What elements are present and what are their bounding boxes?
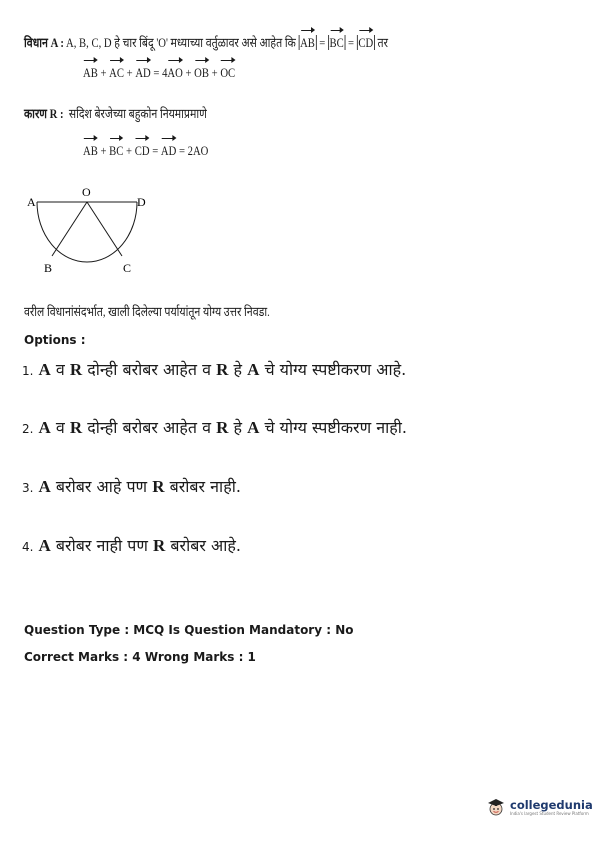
option-text: A बरोबर नाही पण R बरोबर आहे.: [38, 536, 241, 555]
equals-two-ao: = 2AO: [178, 143, 209, 158]
statement-text: A, B, C, D हे चार बिंदू 'O' मध्याच्या वर्तुळावर असे आहेत कि: [66, 35, 296, 50]
vector-cd: CD: [135, 134, 150, 159]
vector-bc: BC: [330, 26, 344, 51]
equals-sign: =: [152, 143, 159, 158]
point-label-a: A: [27, 195, 36, 209]
instruction-text: वरील विधानांसंदर्भात, खाली दिलेल्या पर्यायांतून योग्य उत्तर निवडा.: [24, 304, 270, 319]
option-number: 1.: [22, 364, 34, 378]
vector-ao: AO: [167, 56, 182, 81]
plus-sign: +: [211, 65, 218, 80]
plus-sign: +: [126, 143, 133, 158]
statement-then: तर: [377, 35, 388, 50]
plus-sign: +: [185, 65, 192, 80]
magnitude-bc: [328, 35, 346, 50]
vector-ad: AD: [161, 134, 176, 159]
vector-ab: AB: [83, 56, 98, 81]
equals-four: = 4: [153, 65, 168, 80]
point-label-c: C: [123, 261, 132, 275]
vector-ab: AB: [300, 26, 315, 51]
option-text: A व R दोन्ही बरोबर आहेत व R हे A चे योग्य स्पष्टीकरण आहे.: [38, 360, 407, 379]
point-label-d: D: [137, 195, 146, 209]
reason-label: कारण R :: [24, 106, 64, 121]
point-label-b: B: [44, 261, 53, 275]
magnitude-ab: [298, 35, 316, 50]
vector-ab: AB: [83, 134, 98, 159]
plus-sign: +: [100, 65, 107, 80]
plus-sign: +: [100, 143, 107, 158]
reason-line: [24, 104, 207, 122]
option-text: A व R दोन्ही बरोबर आहेत व R हे A चे योग्य स्पष्टीकरण नाही.: [38, 418, 408, 437]
vector-bc: BC: [109, 134, 123, 159]
equals-sign: =: [348, 35, 355, 50]
magnitude-cd: [357, 35, 375, 50]
chord-ob: [52, 202, 87, 256]
logo-tagline: India's largest Student Review Platform: [510, 810, 589, 816]
vector-cd: CD: [358, 26, 373, 51]
option-4[interactable]: [22, 534, 241, 556]
reason-text: सदिश बेरजेच्या बहुकोन नियमाप्रमाणे: [68, 106, 207, 121]
semicircle-figure: [22, 180, 162, 280]
vector-ac: AC: [109, 56, 124, 81]
statement-line: [24, 26, 388, 51]
marks-line: Correct Marks : 4 Wrong Marks : 1: [24, 650, 256, 664]
point-label-o: O: [82, 185, 91, 199]
logo-name: collegedunia: [510, 797, 593, 812]
statement-equation: [83, 56, 235, 81]
options-heading: Options :: [24, 333, 86, 347]
option-number: 4.: [22, 540, 34, 554]
chord-oc: [87, 202, 122, 256]
equals-sign: =: [319, 35, 326, 50]
vector-ob: OB: [194, 56, 209, 81]
option-2[interactable]: [22, 416, 407, 438]
option-number: 3.: [22, 481, 34, 495]
statement-label: विधान A :: [24, 35, 64, 50]
option-number: 2.: [22, 422, 34, 436]
plus-sign: +: [126, 65, 133, 80]
vector-oc: OC: [220, 56, 235, 81]
collegedunia-logo: [486, 797, 593, 817]
question-type-line: Question Type : MCQ Is Question Mandatory : No: [24, 623, 354, 637]
graduate-mascot-icon: [486, 797, 506, 817]
reason-equation: [83, 134, 208, 159]
option-1[interactable]: [22, 358, 406, 380]
option-3[interactable]: [22, 475, 241, 497]
semicircle-arc: [37, 202, 137, 262]
option-text: A बरोबर आहे पण R बरोबर नाही.: [38, 477, 241, 496]
vector-ad: AD: [135, 56, 150, 81]
